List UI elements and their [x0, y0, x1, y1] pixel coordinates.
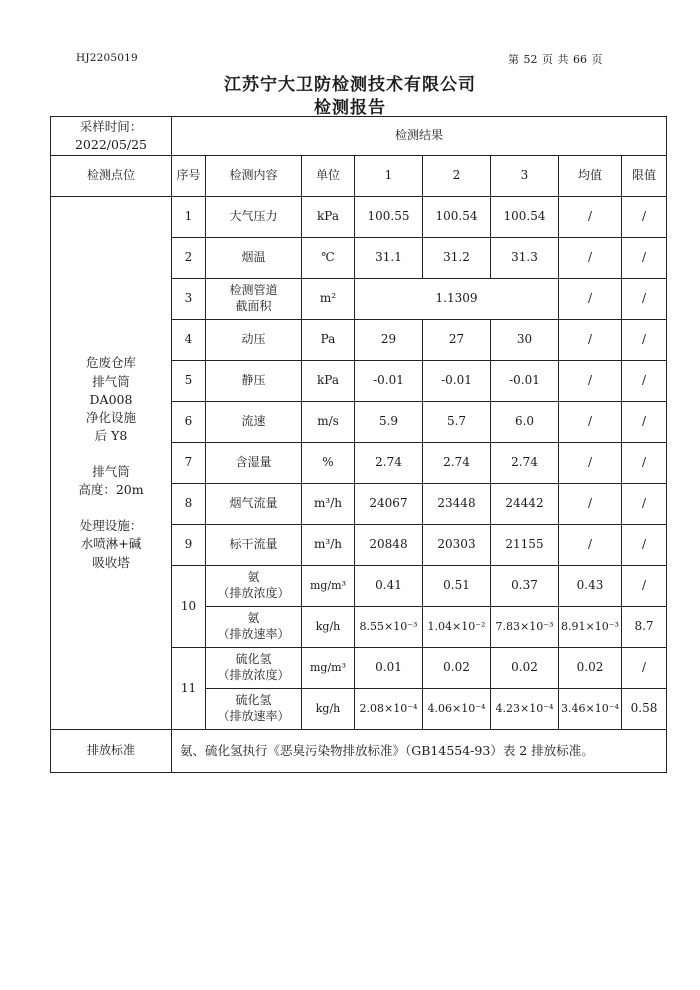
results-header: 检测结果 [172, 117, 667, 156]
standard-row [51, 730, 667, 773]
item-line: （排放速率） [217, 627, 290, 641]
value-cell-merged: 1.1309 [355, 279, 559, 320]
value-cell: 5.9 [355, 402, 423, 443]
page-number: 第 52 页 共 66 页 [508, 53, 603, 66]
value-cell: 21155 [491, 525, 559, 566]
value-cell: 1.04×10⁻² [423, 607, 491, 648]
item-line: （排放浓度） [217, 668, 290, 682]
seq-cell: 6 [172, 402, 206, 443]
seq-cell: 8 [172, 484, 206, 525]
value-cell: -0.01 [491, 361, 559, 402]
limit-cell: / [622, 443, 667, 484]
item-cell: 含湿量 [206, 443, 302, 484]
sampling-date: 2022/05/25 [74, 137, 148, 152]
item-cell: 烟温 [206, 238, 302, 279]
unit-cell: kPa [302, 197, 355, 238]
col-point: 检测点位 [51, 156, 172, 197]
col-item: 检测内容 [206, 156, 302, 197]
point-line: 危废仓库 [85, 355, 136, 371]
sampling-time-cell [51, 117, 172, 156]
seq-cell: 9 [172, 525, 206, 566]
value-cell: 24442 [491, 484, 559, 525]
value-cell: 2.74 [423, 443, 491, 484]
sampling-row [51, 117, 667, 156]
seq-cell: 7 [172, 443, 206, 484]
value-cell: 0.41 [355, 566, 423, 607]
table-row [51, 197, 667, 238]
seq-cell: 2 [172, 238, 206, 279]
value-cell: 27 [423, 320, 491, 361]
document-id: HJ2205019 [76, 52, 138, 64]
item-line: 检测管道 [229, 283, 278, 298]
unit-cell: % [302, 443, 355, 484]
value-cell: 20303 [423, 525, 491, 566]
value-cell: 4.23×10⁻⁴ [491, 689, 559, 730]
item-line: 氨 [247, 570, 260, 585]
item-cell: 静压 [206, 361, 302, 402]
value-cell: 2.08×10⁻⁴ [355, 689, 423, 730]
value-cell: 0.02 [423, 648, 491, 689]
mean-cell: / [559, 484, 622, 525]
limit-cell: / [622, 361, 667, 402]
unit-cell: m³/h [302, 484, 355, 525]
company-name: 江苏宁大卫防检测技术有限公司 [224, 75, 476, 95]
value-cell: 20848 [355, 525, 423, 566]
item-cell: 烟气流量 [206, 484, 302, 525]
value-cell: -0.01 [355, 361, 423, 402]
facility-line: 吸收塔 [92, 554, 130, 570]
item-cell: 大气压力 [206, 197, 302, 238]
limit-cell: / [622, 484, 667, 525]
limit-cell: / [622, 197, 667, 238]
value-cell: 23448 [423, 484, 491, 525]
point-line: 后 Y8 [94, 427, 128, 443]
stack-height-line: 高度：20m [78, 482, 144, 498]
mean-cell: / [559, 197, 622, 238]
item-cell: 动压 [206, 320, 302, 361]
mean-cell: / [559, 402, 622, 443]
value-cell: 8.55×10⁻³ [355, 607, 423, 648]
value-cell: 100.54 [423, 197, 491, 238]
limit-cell: / [622, 566, 667, 607]
value-cell: 5.7 [423, 402, 491, 443]
item-cell [206, 279, 302, 320]
unit-cell: kg/h [302, 689, 355, 730]
limit-cell: / [622, 320, 667, 361]
seq-cell: 1 [172, 197, 206, 238]
limit-cell: / [622, 402, 667, 443]
value-cell: 2.74 [491, 443, 559, 484]
unit-cell: mg/m³ [302, 648, 355, 689]
seq-cell: 3 [172, 279, 206, 320]
unit-cell: m/s [302, 402, 355, 443]
value-cell: 4.06×10⁻⁴ [423, 689, 491, 730]
value-cell: 0.37 [491, 566, 559, 607]
mean-cell: 8.91×10⁻³ [559, 607, 622, 648]
col-unit: 单位 [302, 156, 355, 197]
point-line: 排气筒 [92, 373, 130, 389]
mean-cell: / [559, 525, 622, 566]
value-cell: 100.54 [491, 197, 559, 238]
item-line: 硫化氢 [235, 693, 272, 708]
unit-cell: m² [302, 279, 355, 320]
unit-cell: m³/h [302, 525, 355, 566]
value-cell: 100.55 [355, 197, 423, 238]
seq-cell: 5 [172, 361, 206, 402]
item-cell [206, 689, 302, 730]
point-line: DA008 [89, 391, 133, 407]
unit-cell: mg/m³ [302, 566, 355, 607]
value-cell: 31.1 [355, 238, 423, 279]
limit-cell: / [622, 279, 667, 320]
standard-text: 氨、硫化氢执行《恶臭污染物排放标准》（GB14554-93）表 2 排放标准。 [172, 730, 667, 773]
mean-cell: / [559, 361, 622, 402]
col-sample-1: 1 [355, 156, 423, 197]
col-sample-3: 3 [491, 156, 559, 197]
col-limit: 限值 [622, 156, 667, 197]
col-sample-2: 2 [423, 156, 491, 197]
seq-cell: 11 [172, 648, 206, 730]
facility-line: 水喷淋+碱 [80, 536, 142, 552]
mean-cell: / [559, 320, 622, 361]
limit-cell: / [622, 525, 667, 566]
item-line: 硫化氢 [235, 652, 272, 667]
mean-cell: 0.02 [559, 648, 622, 689]
col-seq: 序号 [172, 156, 206, 197]
item-cell: 流速 [206, 402, 302, 443]
value-cell: 0.02 [491, 648, 559, 689]
point-line: 净化设施 [85, 409, 136, 425]
mean-cell: 3.46×10⁻⁴ [559, 689, 622, 730]
value-cell: 2.74 [355, 443, 423, 484]
item-line: 氨 [247, 611, 260, 626]
value-cell: 0.01 [355, 648, 423, 689]
stack-height-line: 排气筒 [92, 464, 130, 479]
value-cell: 29 [355, 320, 423, 361]
value-cell: 30 [491, 320, 559, 361]
unit-cell: ℃ [302, 238, 355, 279]
item-cell [206, 648, 302, 689]
item-cell: 标干流量 [206, 525, 302, 566]
limit-cell: 0.58 [622, 689, 667, 730]
seq-cell: 10 [172, 566, 206, 648]
item-line: （排放速率） [217, 709, 290, 723]
item-line: 截面积 [235, 299, 272, 313]
mean-cell: / [559, 279, 622, 320]
sampling-point-cell [51, 197, 172, 730]
item-cell [206, 566, 302, 607]
value-cell: 7.83×10⁻³ [491, 607, 559, 648]
column-header-row [51, 156, 667, 197]
value-cell: 31.2 [423, 238, 491, 279]
unit-cell: kPa [302, 361, 355, 402]
standard-label: 排放标准 [51, 730, 172, 773]
unit-cell: Pa [302, 320, 355, 361]
unit-cell: kg/h [302, 607, 355, 648]
seq-cell: 4 [172, 320, 206, 361]
value-cell: -0.01 [423, 361, 491, 402]
limit-cell: 8.7 [622, 607, 667, 648]
mean-cell: 0.43 [559, 566, 622, 607]
value-cell: 0.51 [423, 566, 491, 607]
mean-cell: / [559, 443, 622, 484]
results-table [50, 116, 667, 773]
report-title: 检测报告 [314, 98, 386, 118]
sampling-time-label: 采样时间： [79, 118, 143, 134]
facility-line: 处理设施： [79, 518, 143, 534]
value-cell: 24067 [355, 484, 423, 525]
item-cell [206, 607, 302, 648]
value-cell: 31.3 [491, 238, 559, 279]
item-line: （排放浓度） [217, 586, 290, 600]
col-mean: 均值 [559, 156, 622, 197]
limit-cell: / [622, 648, 667, 689]
mean-cell: / [559, 238, 622, 279]
value-cell: 6.0 [491, 402, 559, 443]
limit-cell: / [622, 238, 667, 279]
